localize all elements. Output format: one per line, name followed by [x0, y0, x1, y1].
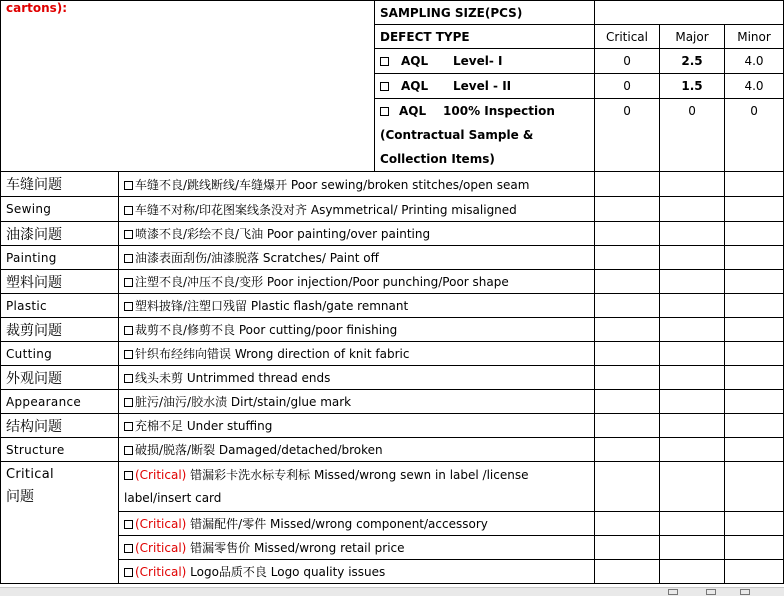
category-cutting-cn: 裁剪问题 — [1, 318, 119, 342]
defect-text: 塑料披锋/注塑口残留 Plastic flash/gate remnant — [135, 299, 409, 313]
cartons-label: cartons): — [6, 1, 68, 15]
minor-count-cell[interactable] — [725, 560, 784, 584]
defect-text: 油漆表面刮伤/油漆脱落 Scratches/ Paint off — [135, 251, 379, 265]
minor-count-cell[interactable] — [725, 462, 784, 512]
inspection-100-label: 100% Inspection — [443, 104, 555, 118]
defect-text-line2: label/insert card — [124, 490, 222, 505]
defect-row — [119, 414, 595, 438]
category-structure-en: Structure — [1, 438, 119, 462]
critical-count-cell[interactable] — [595, 318, 660, 342]
defect-checkbox[interactable] — [124, 230, 133, 239]
defect-checkbox[interactable] — [124, 422, 133, 431]
defect-checkbox[interactable] — [124, 350, 133, 359]
defect-checkbox[interactable] — [124, 568, 133, 577]
page-break-icon[interactable] — [740, 589, 750, 595]
major-count-cell[interactable] — [660, 318, 725, 342]
critical-count-cell[interactable] — [595, 246, 660, 270]
defect-text: 错漏零售价 Missed/wrong retail price — [186, 541, 405, 555]
critical-count-cell[interactable] — [595, 366, 660, 390]
major-count-cell[interactable] — [660, 222, 725, 246]
defect-checkbox[interactable] — [124, 326, 133, 335]
minor-count-cell[interactable] — [725, 366, 784, 390]
defect-text: 错漏彩卡洗水标专利标 Missed/wrong sewn in label /license — [186, 467, 529, 482]
critical-count-cell[interactable] — [595, 390, 660, 414]
category-appearance-en: Appearance — [1, 390, 119, 414]
critical-count-cell[interactable] — [595, 342, 660, 366]
category-sewing-cn: 车缝问题 — [1, 172, 119, 197]
minor-count-cell[interactable] — [725, 512, 784, 536]
sampling-size-label: SAMPLING SIZE(PCS) — [375, 1, 595, 25]
category-cutting-en: Cutting — [1, 342, 119, 366]
defect-row — [119, 342, 595, 366]
defect-row — [119, 294, 595, 318]
defect-type-label: DEFECT TYPE — [375, 25, 595, 49]
defect-text: 线头未剪 Untrimmed thread ends — [135, 371, 331, 385]
defect-text: 脏污/油污/胶水渍 Dirt/stain/glue mark — [135, 395, 352, 409]
inspection-line3: Collection Items) — [380, 152, 495, 166]
defect-row — [119, 462, 595, 512]
defect-row — [119, 536, 595, 560]
defect-checkbox[interactable] — [124, 302, 133, 311]
critical-tag: (Critical) — [135, 517, 187, 531]
sampling-size-value[interactable] — [595, 1, 784, 25]
page-layout-icon[interactable] — [706, 589, 716, 595]
minor-count-cell[interactable] — [725, 197, 784, 222]
aql-label: AQL — [401, 79, 429, 93]
critical-count-cell[interactable] — [595, 462, 660, 512]
col-minor: Minor — [725, 25, 784, 49]
major-count-cell[interactable] — [660, 438, 725, 462]
defect-row — [119, 560, 595, 584]
minor-count-cell[interactable] — [725, 222, 784, 246]
defect-row — [119, 172, 595, 197]
defect-text: 车缝不良/跳线断线/车缝爆开 Poor sewing/broken stitches/open seam — [135, 177, 530, 192]
defect-row — [119, 222, 595, 246]
category-structure-cn: 结构问题 — [1, 414, 119, 438]
defect-text: Logo品质不良 Logo quality issues — [186, 565, 386, 579]
critical-tag: (Critical) — [135, 467, 187, 482]
defect-text: 破损/脱落/断裂 Damaged/detached/broken — [135, 443, 383, 457]
defect-text: 针织布经纬向错误 Wrong direction of knit fabric — [135, 347, 410, 361]
critical-count-cell[interactable] — [595, 270, 660, 294]
aql-minor-value: 4.0 — [725, 49, 784, 74]
minor-count-cell[interactable] — [725, 270, 784, 294]
defect-row — [119, 318, 595, 342]
minor-count-cell[interactable] — [725, 390, 784, 414]
defect-row — [119, 246, 595, 270]
major-count-cell[interactable] — [660, 512, 725, 536]
cartons-cell — [1, 1, 375, 172]
major-count-cell[interactable] — [660, 294, 725, 318]
inspection-aql-label: AQL — [399, 104, 427, 118]
defect-checkbox[interactable] — [124, 446, 133, 455]
critical-count-cell[interactable] — [595, 222, 660, 246]
major-count-cell[interactable] — [660, 462, 725, 512]
defect-checkbox[interactable] — [124, 278, 133, 287]
aql-major-value: 2.5 — [660, 49, 725, 74]
critical-count-cell[interactable] — [595, 414, 660, 438]
category-plastic-en: Plastic — [1, 294, 119, 318]
major-count-cell[interactable] — [660, 246, 725, 270]
defect-row — [119, 512, 595, 536]
category-critical-en: Critical — [6, 467, 54, 482]
major-count-cell[interactable] — [660, 342, 725, 366]
major-count-cell[interactable] — [660, 414, 725, 438]
defect-row — [119, 270, 595, 294]
minor-count-cell[interactable] — [725, 414, 784, 438]
minor-count-cell[interactable] — [725, 438, 784, 462]
defect-checkbox[interactable] — [124, 398, 133, 407]
minor-count-cell[interactable] — [725, 318, 784, 342]
defect-text: 注塑不良/冲压不良/变形 Poor injection/Poor punching/Poor shape — [135, 275, 509, 289]
defect-checkbox[interactable] — [124, 181, 133, 190]
aql-critical-value: 0 — [595, 74, 660, 99]
critical-count-cell[interactable] — [595, 438, 660, 462]
major-count-cell[interactable] — [660, 172, 725, 197]
defect-checkbox[interactable] — [124, 254, 133, 263]
inspection-major-value: 0 — [660, 99, 725, 172]
defect-row — [119, 197, 595, 222]
major-count-cell[interactable] — [660, 536, 725, 560]
aql-major-value: 1.5 — [660, 74, 725, 99]
inspection-minor-value: 0 — [725, 99, 784, 172]
defect-checkbox[interactable] — [124, 471, 133, 480]
major-count-cell[interactable] — [660, 197, 725, 222]
defect-text: 错漏配件/零件 Missed/wrong component/accessory — [186, 517, 488, 531]
defect-text: 充棉不足 Under stuffing — [135, 419, 273, 433]
critical-count-cell[interactable] — [595, 294, 660, 318]
defect-checkbox[interactable] — [124, 206, 133, 215]
col-major: Major — [660, 25, 725, 49]
critical-count-cell[interactable] — [595, 512, 660, 536]
aql-critical-value: 0 — [595, 49, 660, 74]
aql-label: AQL — [401, 54, 429, 68]
defect-checkbox[interactable] — [124, 520, 133, 529]
defect-row — [119, 390, 595, 414]
category-painting-cn: 油漆问题 — [1, 222, 119, 246]
critical-tag: (Critical) — [135, 541, 187, 555]
critical-count-cell[interactable] — [595, 536, 660, 560]
col-critical: Critical — [595, 25, 660, 49]
minor-count-cell[interactable] — [725, 536, 784, 560]
defect-checkbox[interactable] — [124, 374, 133, 383]
critical-count-cell[interactable] — [595, 197, 660, 222]
aql-minor-value: 4.0 — [725, 74, 784, 99]
normal-view-icon[interactable] — [668, 589, 678, 595]
major-count-cell[interactable] — [660, 390, 725, 414]
category-sewing-en: Sewing — [1, 197, 119, 222]
major-count-cell[interactable] — [660, 366, 725, 390]
critical-count-cell[interactable] — [595, 560, 660, 584]
defect-text: 裁剪不良/修剪不良 Poor cutting/poor finishing — [135, 323, 398, 337]
defect-row — [119, 438, 595, 462]
defect-checkbox[interactable] — [124, 544, 133, 553]
aql-level: Level - II — [453, 79, 512, 93]
minor-count-cell[interactable] — [725, 172, 784, 197]
major-count-cell[interactable] — [660, 270, 725, 294]
inspection-line2: (Contractual Sample & — [380, 128, 534, 142]
inspection-critical-value: 0 — [595, 99, 660, 172]
category-critical-cn: 问题 — [6, 489, 34, 505]
category-critical — [1, 462, 119, 584]
defect-text: 喷漆不良/彩绘不良/飞油 Poor painting/over painting — [135, 227, 431, 241]
critical-count-cell[interactable] — [595, 172, 660, 197]
defect-text: 车缝不对称/印花图案线条没对齐 Asymmetrical/ Printing misaligned — [135, 202, 517, 217]
aql-level: Level- I — [453, 54, 503, 68]
category-plastic-cn: 塑料问题 — [1, 270, 119, 294]
inspection-100-checkbox[interactable] — [380, 107, 389, 116]
minor-count-cell[interactable] — [725, 246, 784, 270]
minor-count-cell[interactable] — [725, 342, 784, 366]
critical-tag: (Critical) — [135, 565, 187, 579]
aql-level-2-checkbox[interactable] — [380, 82, 389, 91]
category-appearance-cn: 外观问题 — [1, 366, 119, 390]
defect-row — [119, 366, 595, 390]
minor-count-cell[interactable] — [725, 294, 784, 318]
major-count-cell[interactable] — [660, 560, 725, 584]
category-painting-en: Painting — [1, 246, 119, 270]
aql-level-1-checkbox[interactable] — [380, 57, 389, 66]
